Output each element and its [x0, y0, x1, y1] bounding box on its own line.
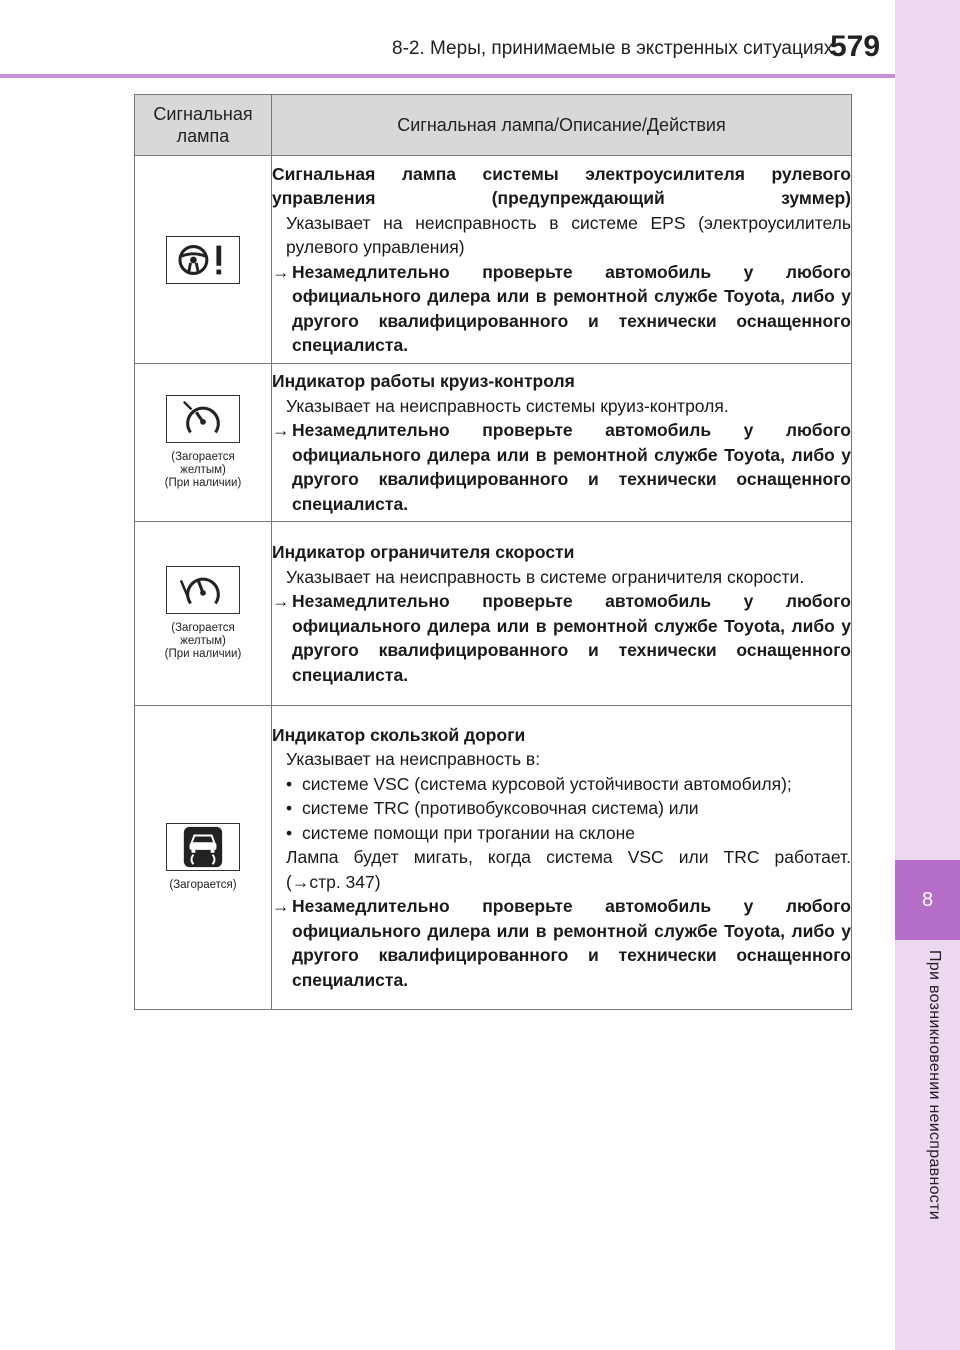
- lamp-title: Индикатор работы круиз-контроля: [272, 371, 575, 391]
- lamp-action: [272, 589, 851, 687]
- action-text: Незамедлительно проверьте автомобиль у любого официального дилера или в ремонтной службе Toyota, либо у другого квалифицированного и технически оснащенного специалиста.: [292, 420, 851, 514]
- bullet-icon: •: [286, 798, 293, 819]
- bullet-icon: •: [286, 822, 293, 843]
- lamp-note: [135, 451, 271, 490]
- bullet-icon: •: [286, 773, 293, 794]
- action-text: Незамедлительно проверьте автомобиль у любого официального дилера или в ремонтной службе Toyota, либо у другого квалифицированного и технически оснащенного специалиста.: [292, 896, 851, 990]
- list-item: [272, 772, 851, 797]
- lamp-note-line: желтым): [180, 464, 226, 476]
- lamp-title: Сигнальная лампа системы электроусилителя рулевого управления (предупреждающий зуммер): [272, 163, 851, 208]
- list-item-text: системе помощи при трогании на склоне: [302, 822, 635, 843]
- table-row: [135, 364, 852, 522]
- lamp-title: Индикатор ограничителя скорости: [272, 542, 575, 562]
- action-text: Незамедлительно проверьте автомобиль у любого официального дилера или в ремонтной службе Toyota, либо у другого квалифицированного и технически оснащенного специалиста.: [292, 591, 851, 685]
- page-reference: [272, 870, 851, 895]
- lamp-note: [135, 879, 271, 892]
- reference-text: стр. 347): [309, 871, 381, 892]
- lamp-action: [272, 260, 851, 358]
- lamp-description: Указывает на неисправность системы круиз-контроля.: [286, 395, 729, 416]
- lamp-note-line: (Загорается: [171, 622, 235, 634]
- speed-limiter-indicator-icon: [166, 566, 240, 614]
- list-item: [272, 821, 851, 846]
- warning-lights-table: [134, 94, 852, 1010]
- arrow-icon: →: [272, 261, 290, 282]
- lamp-description: Указывает на неисправность в системе ограничителя скорости.: [286, 566, 805, 587]
- action-text: Незамедлительно проверьте автомобиль у любого официального дилера или в ремонтной службе Toyota, либо у другого квалифицированного и технически оснащенного специалиста.: [292, 261, 851, 355]
- table-row: [135, 522, 852, 706]
- column-header-description: Сигнальная лампа/Описание/Действия: [272, 95, 852, 156]
- lamp-action: [272, 894, 851, 992]
- lamp-cell: [135, 156, 272, 364]
- arrow-icon: →: [272, 591, 290, 611]
- lamp-note-line: (При наличии): [164, 477, 242, 489]
- lamp-description: Указывает на неисправность в системе EPS (электроусилитель рулевого управления): [286, 212, 851, 257]
- lamp-note-line: желтым): [180, 635, 226, 647]
- lamp-extra-note: Лампа будет мигать, когда система VSC или TRC работает.: [286, 847, 851, 868]
- lamp-cell: [135, 706, 272, 1010]
- cruise-control-indicator-icon: [166, 395, 240, 443]
- arrow-icon: →: [272, 896, 290, 917]
- chapter-title: При возникновении неисправности: [926, 950, 943, 1220]
- header-rule: [0, 74, 895, 78]
- arrow-icon: →: [272, 420, 290, 440]
- lamp-note: [135, 622, 271, 661]
- steering-wheel-warning-icon: [166, 236, 240, 284]
- table-row: [135, 706, 852, 1010]
- description-cell: [272, 706, 852, 1010]
- lamp-note-line: (При наличии): [164, 648, 242, 660]
- lamp-title: Индикатор скользкой дороги: [272, 724, 526, 745]
- description-cell: [272, 522, 852, 706]
- lamp-note-line: (Загорается: [171, 451, 235, 463]
- list-item-text: системе VSC (система курсовой устойчивости автомобиля);: [302, 773, 792, 794]
- slip-indicator-icon: [166, 823, 240, 871]
- table-header-row: [135, 95, 852, 156]
- lamp-cell: [135, 522, 272, 706]
- page-number: 579: [830, 30, 881, 63]
- lamp-action: [272, 418, 851, 516]
- table-row: [135, 156, 852, 364]
- description-cell: [272, 156, 852, 364]
- section-title: 8-2. Меры, принимаемые в экстренных ситуациях: [392, 38, 834, 59]
- lamp-description: Указывает на неисправность в:: [286, 749, 541, 770]
- lamp-cell: [135, 364, 272, 522]
- list-item: [272, 796, 851, 821]
- column-header-lamp: [135, 95, 272, 156]
- chapter-number-tab: 8: [895, 860, 960, 940]
- column-header-lamp-text: Сигнальная лампа: [153, 104, 253, 146]
- lamp-note-line: (Загорается): [169, 879, 237, 891]
- description-cell: [272, 364, 852, 522]
- arrow-icon: →: [291, 871, 310, 892]
- reference-open: (: [286, 871, 292, 892]
- list-item-text: системе TRC (противобуксовочная система) или: [302, 798, 699, 819]
